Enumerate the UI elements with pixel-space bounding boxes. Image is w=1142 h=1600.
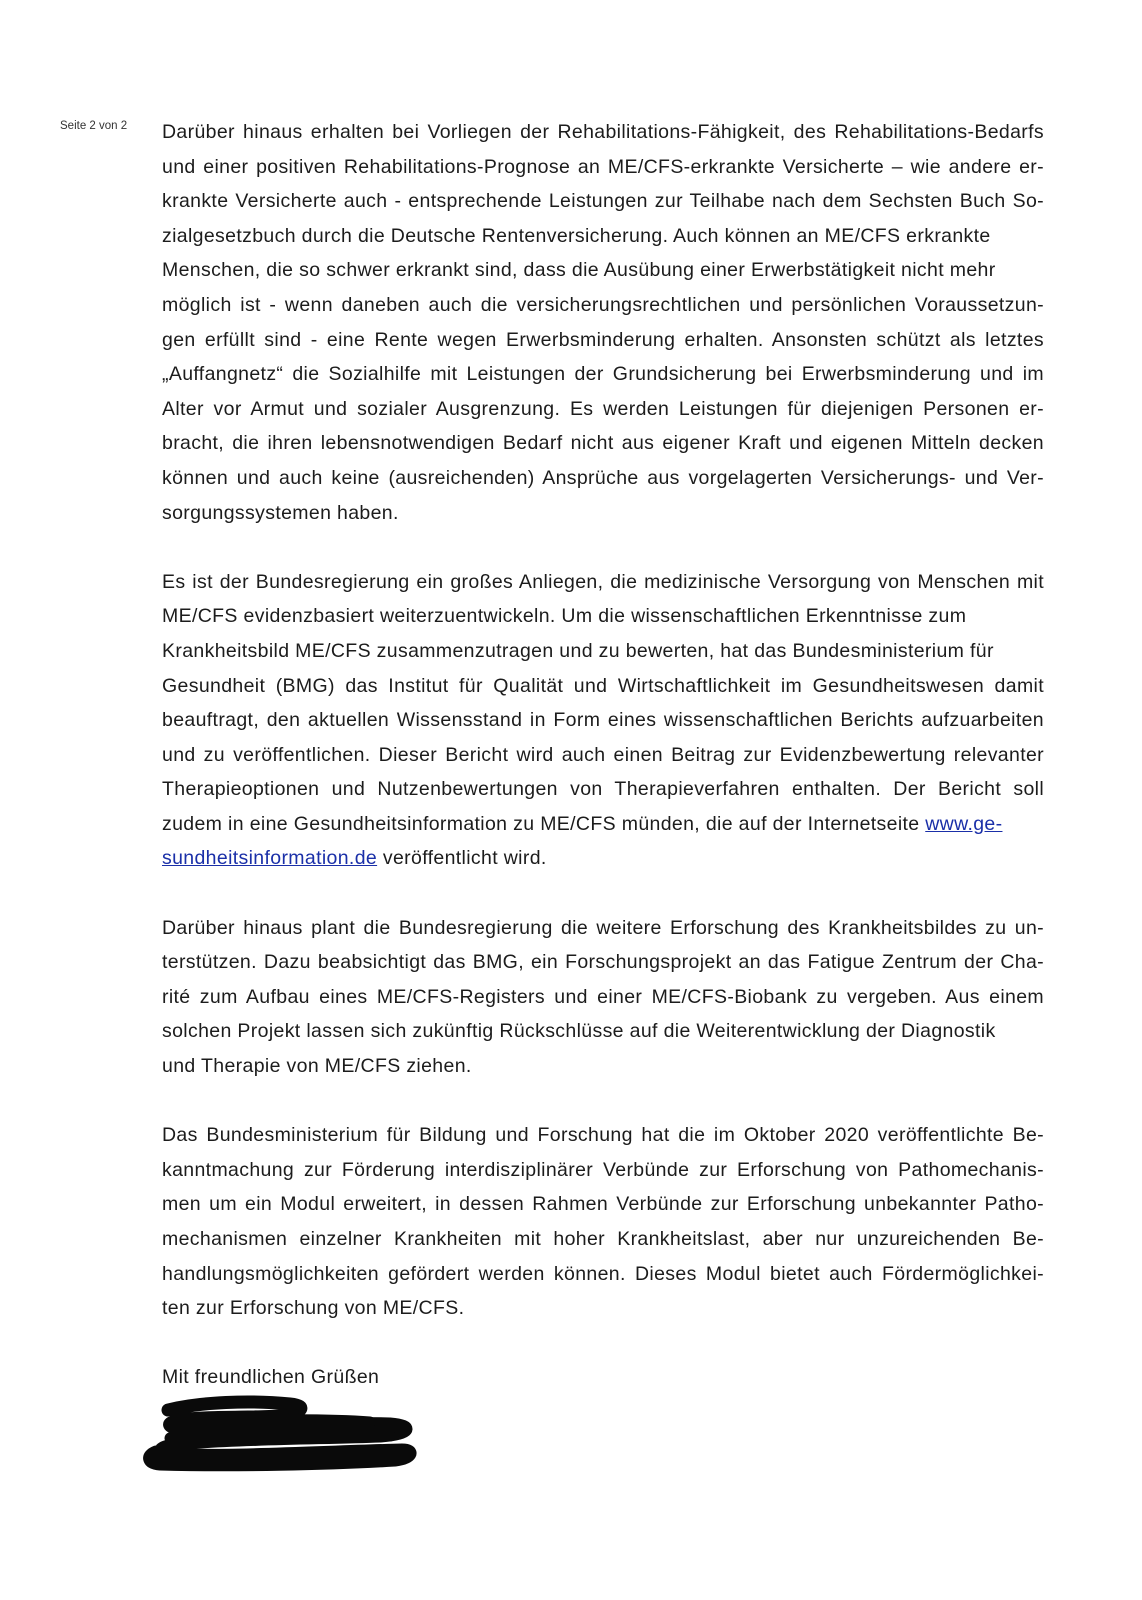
- website-link-part-2[interactable]: sundheitsinformation.de: [162, 847, 378, 870]
- closing-salutation: Mit freundlichen Grüßen: [162, 1366, 380, 1389]
- text-line: terstützen. Dazu beabsichtigt das BMG, ein Forschungsprojekt an das Fatigue Zentrum der Cha-: [162, 951, 1044, 974]
- text-line: und zu veröffentlichen. Dieser Bericht wird auch einen Beitrag zur Evidenzbewertung relevanter: [162, 743, 1044, 766]
- paragraph-2: [162, 565, 1044, 876]
- text-line: Gesundheit (BMG) das Institut für Qualität und Wirtschaftlichkeit im Gesundheitswesen damit: [162, 674, 1044, 697]
- text-line: solchen Projekt lassen sich zukünftig Rückschlüsse auf die Weiterentwicklung der Diagnostik: [162, 1020, 996, 1043]
- text-line: Darüber hinaus erhalten bei Vorliegen der Rehabilitations-Fähigkeit, des Rehabilitations-Bedarfs: [162, 121, 1044, 143]
- page-number: Seite 2 von 2: [60, 120, 128, 132]
- text-line: kanntmachung zur Förderung interdisziplinärer Verbünde zur Erforschung von Pathomechanis-: [162, 1158, 1044, 1181]
- text-line: krankte Versicherte auch - entsprechende Leistungen zur Teilhabe nach dem Sechsten Buch So-: [162, 190, 1044, 213]
- text-line: Menschen, die so schwer erkrankt sind, dass die Ausübung einer Erwerbstätigkeit nicht mehr: [162, 259, 996, 282]
- text-line: und einer positiven Rehabilitations-Prognose an ME/CFS-erkrankte Versicherte – wie andere er-: [162, 155, 1044, 178]
- paragraph-3: [162, 911, 1044, 1084]
- text-line-with-link: [162, 841, 1044, 876]
- paragraph-4: [162, 1118, 1044, 1326]
- text-line: sorgungssystemen haben.: [162, 501, 399, 524]
- text-line: Es ist der Bundesregierung ein großes Anliegen, die medizinische Versorgung von Menschen mit: [162, 570, 1044, 593]
- text-line: Krankheitsbild ME/CFS zusammenzutragen und zu bewerten, hat das Bundesministerium für: [162, 639, 994, 662]
- text-line-with-link: [162, 807, 1044, 842]
- text-segment: zudem in eine Gesundheitsinformation zu ME/CFS münden, die auf der Internetseite: [162, 812, 926, 835]
- text-line: Darüber hinaus plant die Bundesregierung die weitere Erforschung des Krankheitsbildes zu un-: [162, 916, 1044, 939]
- text-line: Therapieoptionen und Nutzenbewertungen von Therapieverfahren enthalten. Der Bericht soll: [162, 778, 1044, 801]
- text-line: „Auffangnetz“ die Sozialhilfe mit Leistungen der Grundsicherung bei Erwerbsminderung und im: [162, 363, 1044, 386]
- text-line: können und auch keine (ausreichenden) Ansprüche aus vorgelagerten Versicherungs- und Ver-: [162, 466, 1044, 489]
- text-line: beauftragt, den aktuellen Wissensstand in Form eines wissenschaftlichen Berichts aufzuarbeiten: [162, 709, 1044, 732]
- text-line: möglich ist - wenn daneben auch die versicherungsrechtlichen und persönlichen Voraussetzun-: [162, 293, 1044, 316]
- text-line: bracht, die ihren lebensnotwendigen Bedarf nicht aus eigener Kraft und eigenen Mitteln decken: [162, 432, 1044, 455]
- text-line: zialgesetzbuch durch die Deutsche Rentenversicherung. Auch können an ME/CFS erkrankte: [162, 224, 991, 247]
- text-line: mechanismen einzelner Krankheiten mit hoher Krankheitslast, aber nur unzureichenden Be-: [162, 1228, 1044, 1250]
- letter-body: [162, 115, 1044, 1395]
- website-link-part-1[interactable]: www.ge-: [925, 812, 1003, 835]
- text-line: gen erfüllt sind - eine Rente wegen Erwerbsminderung erhalten. Ansonsten schützt als letztes: [162, 328, 1044, 351]
- text-line: ME/CFS evidenzbasiert weiterzuentwickeln. Um die wissenschaftlichen Erkenntnisse zum: [162, 605, 967, 628]
- text-segment: veröffentlicht wird.: [377, 847, 547, 870]
- text-line: Alter vor Armut und sozialer Ausgrenzung. Es werden Leistungen für diejenigen Personen er-: [162, 397, 1044, 420]
- redacted-signature: [140, 1392, 420, 1472]
- text-line: rité zum Aufbau eines ME/CFS-Registers und einer ME/CFS-Biobank zu vergeben. Aus einem: [162, 985, 1044, 1008]
- text-line: ten zur Erforschung von ME/CFS.: [162, 1297, 465, 1320]
- paragraph-1: [162, 115, 1044, 530]
- text-line: men um ein Modul erweitert, in dessen Rahmen Verbünde zur Erforschung unbekannter Patho-: [162, 1193, 1044, 1216]
- text-line: und Therapie von ME/CFS ziehen.: [162, 1055, 472, 1078]
- text-line: handlungsmöglichkeiten gefördert werden können. Dieses Modul bietet auch Fördermöglichkei-: [162, 1262, 1044, 1285]
- text-line: Das Bundesministerium für Bildung und Forschung hat die im Oktober 2020 veröffentlichte Be-: [162, 1124, 1044, 1147]
